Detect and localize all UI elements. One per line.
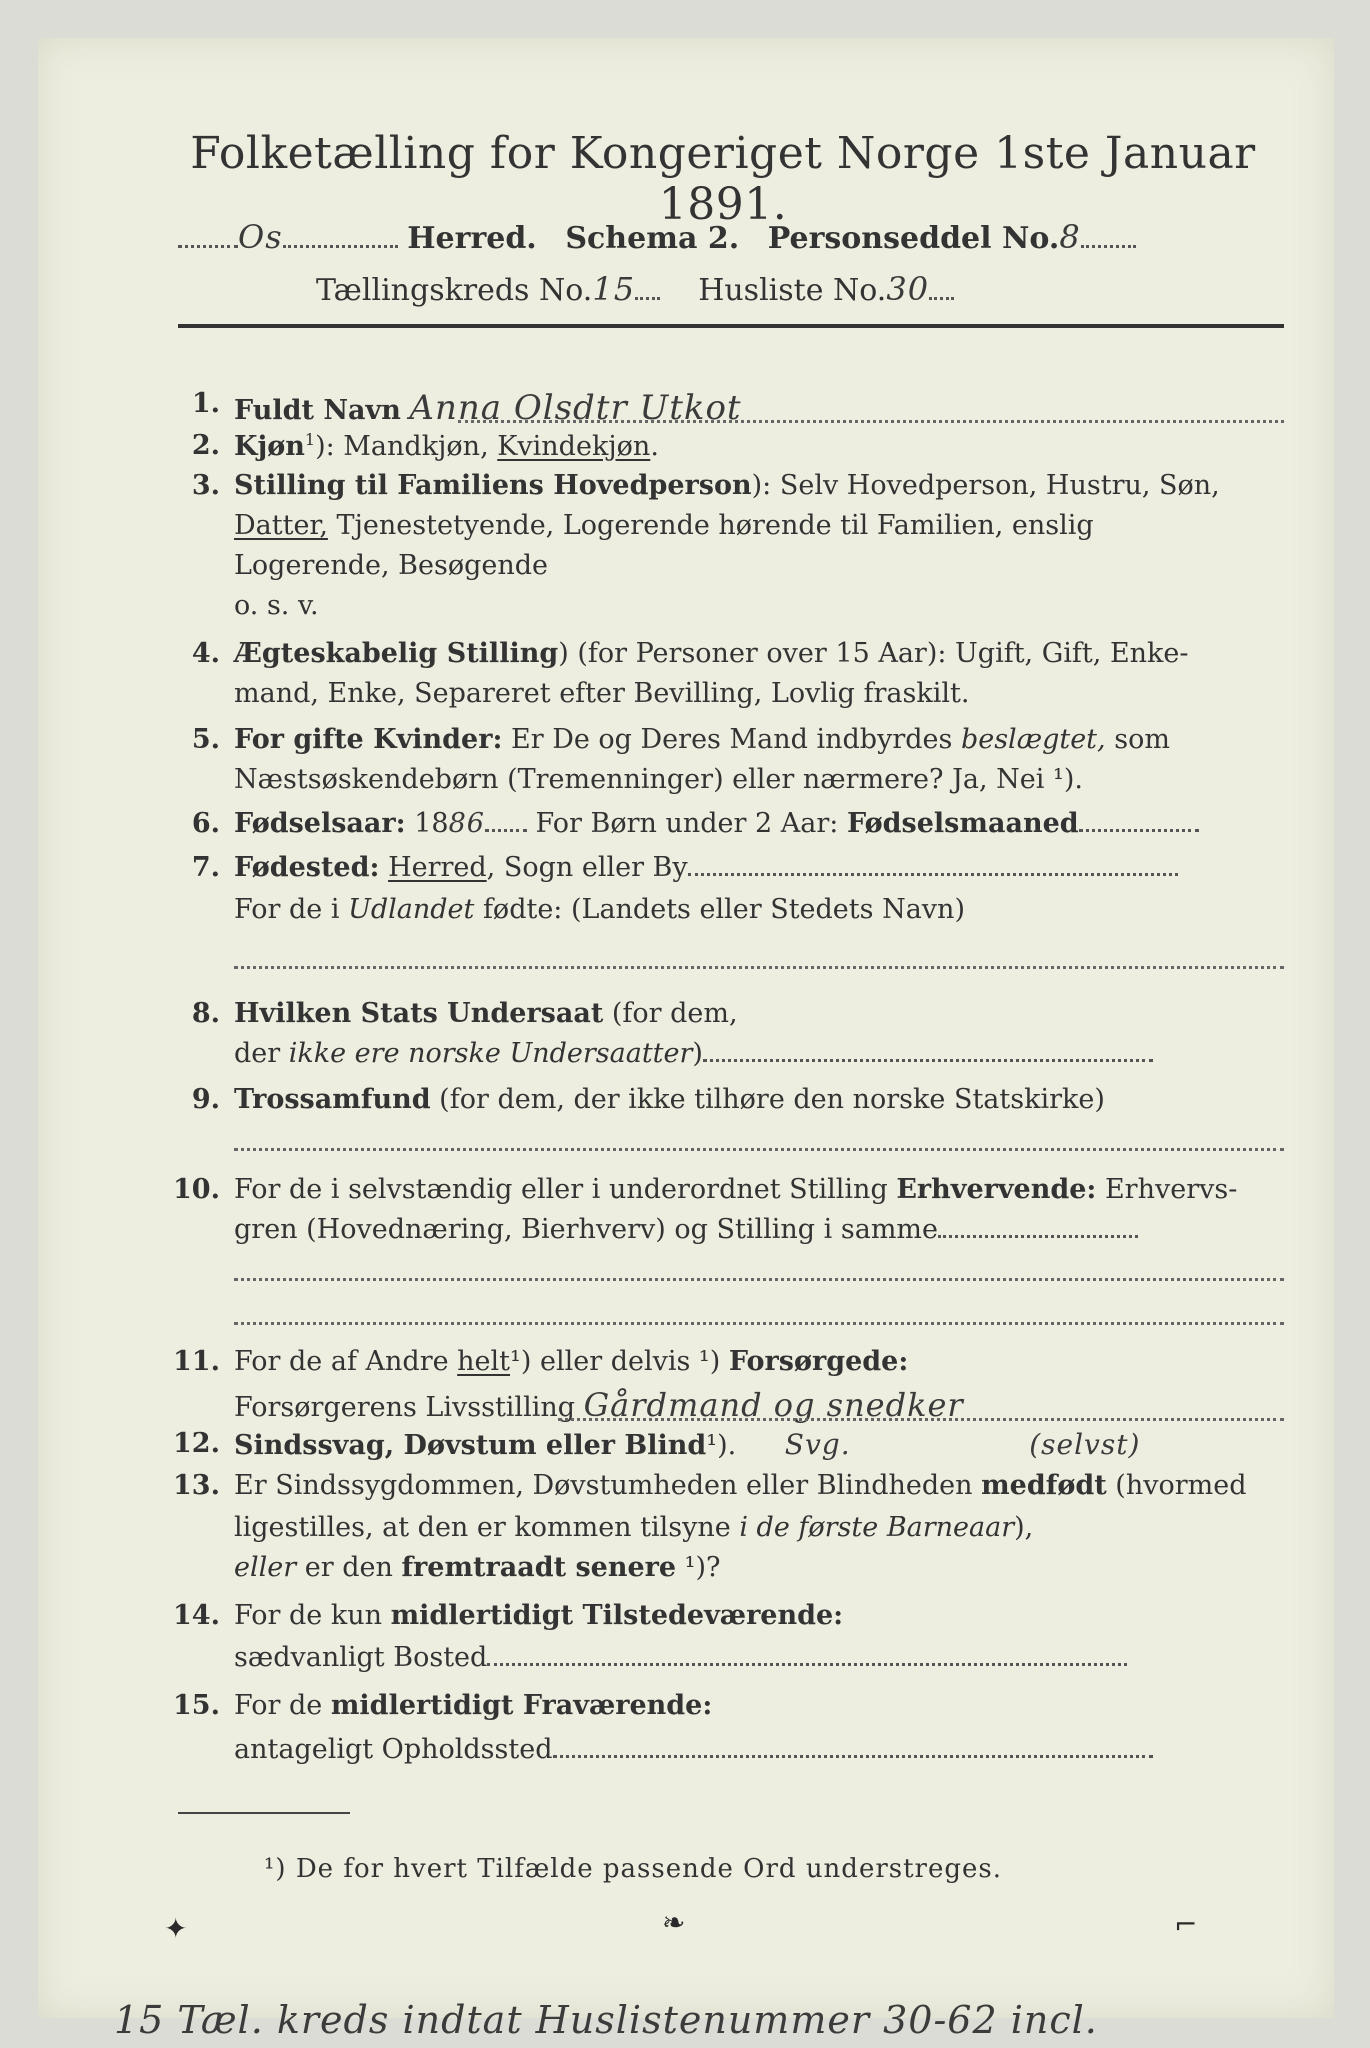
q10-text: For de i selvstændig eller i underordnet Stilling bbox=[234, 1174, 897, 1205]
q7-text: , Sogn eller By bbox=[486, 852, 688, 883]
bottom-handwritten-note: 15 Tæl. kreds indtat Huslistenummer 30-62 incl. bbox=[114, 1998, 1098, 2042]
q2-line bbox=[234, 430, 659, 462]
q7-italic: Udlandet bbox=[348, 894, 475, 925]
q8-label: Hvilken Stats Undersaat bbox=[234, 998, 604, 1029]
q1-number: 1. bbox=[191, 388, 220, 419]
footnote-rule bbox=[178, 1812, 350, 1814]
q7-line2 bbox=[234, 894, 965, 925]
q2-text: ): Mandkjøn, bbox=[315, 431, 498, 462]
q15-text: For de bbox=[234, 1690, 331, 1721]
q2-number: 2. bbox=[191, 430, 220, 461]
q6-line bbox=[234, 808, 1199, 839]
q6-year-prefix: 18 bbox=[405, 808, 449, 839]
q4-line1 bbox=[234, 638, 1189, 669]
q5-text: Er De og Deres Mand indbyrdes bbox=[502, 724, 961, 755]
q1-dotline bbox=[458, 420, 1284, 423]
q2-selected-option: Kvindekjøn bbox=[497, 431, 651, 462]
q15-label: midlertidigt Fraværende: bbox=[330, 1690, 713, 1721]
q4-number: 4. bbox=[191, 638, 220, 669]
q12-text: ¹). bbox=[706, 1430, 737, 1461]
q11-text: For de af Andre bbox=[234, 1346, 458, 1377]
q11-value: Gårdmand og snedker bbox=[583, 1386, 964, 1424]
q11-line1 bbox=[234, 1346, 908, 1377]
q13-text3: er den bbox=[296, 1552, 402, 1583]
q3-line2 bbox=[234, 510, 1094, 541]
q14-number: 14. bbox=[173, 1600, 220, 1631]
q12-line bbox=[234, 1428, 1140, 1461]
q13-text: Er Sindssygdommen, Døvstumheden eller Blindheden bbox=[234, 1470, 982, 1501]
q14-label: midlertidigt Tilstedeværende: bbox=[390, 1600, 844, 1631]
q13-line2 bbox=[234, 1512, 1033, 1543]
q13-end2: ), bbox=[1014, 1512, 1034, 1543]
q3-label: Stilling til Familiens Hovedperson bbox=[234, 470, 752, 501]
q3-text2: Tjenestetyende, Logerende hørende til Familien, enslig bbox=[327, 510, 1094, 541]
q11-dotline bbox=[558, 1418, 1284, 1421]
q13-text2: ligestilles, at den er kommen tilsyne bbox=[234, 1512, 740, 1543]
q12-label: Sindssvag, Døvstum eller Blind bbox=[234, 1430, 707, 1461]
footnote: ¹) De for hvert Tilfælde passende Ord understreges. bbox=[264, 1854, 1003, 1884]
q10-line1 bbox=[234, 1174, 1237, 1205]
q5-label: For gifte Kvinder: bbox=[234, 724, 503, 755]
q9-line bbox=[234, 1084, 1105, 1115]
q14-line2 bbox=[234, 1642, 1127, 1673]
husliste-value: 30 bbox=[886, 270, 930, 308]
taellingskreds-line bbox=[316, 270, 954, 308]
q13-label: medfødt bbox=[981, 1470, 1107, 1501]
q14-text2: sædvanligt Bosted bbox=[234, 1642, 488, 1673]
q3-text: ): Selv Hovedperson, Hustru, Søn, bbox=[751, 470, 1220, 501]
q13-line3 bbox=[234, 1552, 720, 1583]
q8-number: 8. bbox=[191, 998, 220, 1029]
q7-number: 7. bbox=[191, 852, 220, 883]
schema-label: Schema 2. bbox=[565, 221, 740, 256]
q7-text2: For de i bbox=[234, 894, 349, 925]
q5-line1 bbox=[234, 724, 1170, 755]
q7-line1 bbox=[234, 852, 1178, 883]
ink-mark-icon: ❧ bbox=[662, 1906, 686, 1939]
census-form bbox=[38, 38, 1334, 2042]
q12-value: Svg. bbox=[784, 1428, 851, 1461]
q10-number: 10. bbox=[173, 1174, 220, 1205]
q5-line2: Næstsøskendebørn (Tremenninger) eller nærmere? Ja, Nei ¹). bbox=[234, 764, 1083, 795]
q5-italic: beslægtet, bbox=[960, 724, 1106, 755]
q9-label: Trossamfund bbox=[234, 1084, 431, 1115]
q13-end: (hvormed bbox=[1106, 1470, 1247, 1501]
q9-text: (for dem, der ikke tilhøre den norske Statskirke) bbox=[430, 1084, 1105, 1115]
q13-label2: fremtraadt senere bbox=[401, 1552, 677, 1583]
q13-number: 13. bbox=[173, 1470, 220, 1501]
q12-value2: (selvst) bbox=[1029, 1428, 1141, 1461]
husliste-label: Husliste No. bbox=[698, 273, 887, 308]
q8-text2: der bbox=[234, 1038, 289, 1069]
q5-end: som bbox=[1105, 724, 1170, 755]
q8-line1 bbox=[234, 998, 738, 1029]
q7-label: Fødested: bbox=[234, 852, 380, 883]
q10-label: Erhvervende: bbox=[896, 1174, 1097, 1205]
q6-text: For Børn under 2 Aar: bbox=[526, 808, 847, 839]
herred-line bbox=[178, 218, 1136, 256]
q6-label: Fødselsaar: bbox=[234, 808, 406, 839]
q12-number: 12. bbox=[173, 1428, 220, 1459]
q14-text: For de kun bbox=[234, 1600, 391, 1631]
q11-text2: Forsørgerens Livsstilling bbox=[234, 1392, 576, 1423]
q11-text-b: ¹) eller delvis ¹) bbox=[510, 1346, 729, 1377]
q2-label: Kjøn bbox=[234, 431, 305, 462]
q2-sup: 1 bbox=[304, 430, 316, 449]
form-title: Folketælling for Kongeriget Norge 1ste Januar 1891. bbox=[190, 128, 1256, 230]
personseddel-value: 8 bbox=[1059, 218, 1081, 256]
q6-number: 6. bbox=[191, 808, 220, 839]
q1-value: Anna Olsdtr Utkot bbox=[409, 388, 742, 428]
q15-line2 bbox=[234, 1734, 1153, 1765]
q7-end: fødte: (Landets eller Stedets Navn) bbox=[474, 894, 965, 925]
q4-line2: mand, Enke, Separeret efter Bevilling, Lovlig fraskilt. bbox=[234, 678, 970, 709]
q11-selected-option: helt bbox=[457, 1346, 511, 1377]
q15-line1 bbox=[234, 1690, 712, 1721]
q8-line2 bbox=[234, 1038, 1153, 1069]
q6-label2: Fødselsmaaned bbox=[846, 808, 1079, 839]
q2-end: . bbox=[650, 431, 659, 462]
q10-end: Erhvervs- bbox=[1096, 1174, 1238, 1205]
q10-line2 bbox=[234, 1214, 1138, 1245]
ink-mark-icon: ✦ bbox=[164, 1912, 188, 1945]
header-rule bbox=[178, 324, 1284, 328]
q3-number: 3. bbox=[191, 470, 220, 501]
q13-line1 bbox=[234, 1470, 1247, 1501]
q11-label: Forsørgede: bbox=[728, 1346, 909, 1377]
q10-dotline2 bbox=[234, 1322, 1284, 1325]
ink-mark-icon: ⌐ bbox=[1174, 1908, 1198, 1941]
herred-label: Herred. bbox=[407, 221, 537, 256]
q3-line3: Logerende, Besøgende bbox=[234, 550, 548, 581]
q9-dotline bbox=[234, 1148, 1284, 1151]
q3-line1 bbox=[234, 470, 1220, 501]
personseddel-label: Personseddel No. bbox=[767, 221, 1060, 256]
q13-end3: ¹)? bbox=[676, 1552, 721, 1583]
q4-text: ) (for Personer over 15 Aar): Ugift, Gift, Enke- bbox=[558, 638, 1189, 669]
q8-end: ) bbox=[692, 1038, 703, 1069]
q8-italic: ikke ere norske Undersaatter bbox=[288, 1038, 693, 1069]
q14-line1 bbox=[234, 1600, 843, 1631]
q7-selected-option: Herred bbox=[388, 852, 487, 883]
herred-value: Os bbox=[238, 218, 283, 256]
q5-number: 5. bbox=[191, 724, 220, 755]
q10-text2: gren (Hovednæring, Bierhverv) og Stilling i samme bbox=[234, 1214, 939, 1245]
q15-text2: antageligt Opholdssted bbox=[234, 1734, 553, 1765]
q3-selected-option: Datter, bbox=[234, 510, 328, 541]
q8-text: (for dem, bbox=[603, 998, 738, 1029]
taellingskreds-value: 15 bbox=[592, 270, 636, 308]
q10-dotline1 bbox=[234, 1278, 1284, 1281]
q13-italic: i de første Barneaar bbox=[739, 1512, 1015, 1543]
q11-number: 11. bbox=[173, 1346, 220, 1377]
q1-label: Fuldt Navn bbox=[234, 395, 401, 426]
q4-label: Ægteskabelig Stilling bbox=[234, 638, 559, 669]
q15-number: 15. bbox=[173, 1690, 220, 1721]
q7-dotline bbox=[234, 966, 1284, 969]
q3-line4: o. s. v. bbox=[234, 590, 319, 621]
q6-year-value: 86 bbox=[448, 808, 485, 839]
taellingskreds-label: Tællingskreds No. bbox=[316, 273, 593, 308]
q13-italic2: eller bbox=[234, 1552, 297, 1583]
q9-number: 9. bbox=[191, 1084, 220, 1115]
